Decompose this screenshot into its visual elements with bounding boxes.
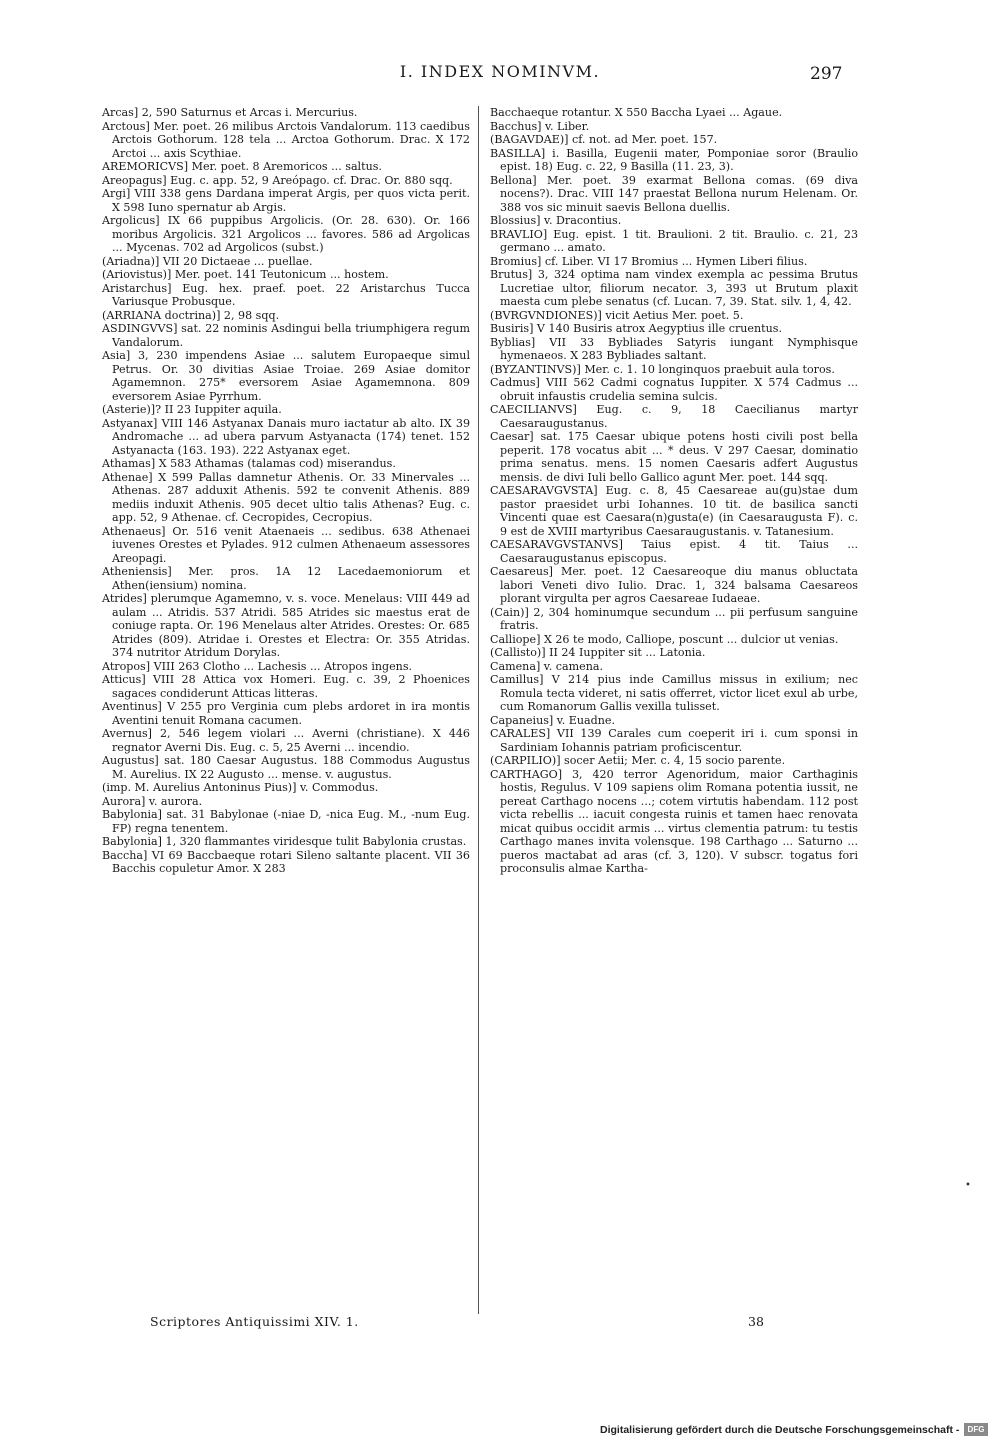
index-entry: CARALES] VII 139 Carales cum coeperit iri i. cum sponsi in Sardiniam Iohannis patriam proficiscentur. [490, 727, 858, 754]
index-entry: Byblias] VII 33 Bybliades Satyris iungant Nymphisque hymenaeos. X 283 Bybliades saltant. [490, 335, 858, 362]
index-entry: (BAGAVDAE)] cf. not. ad Mer. poet. 157. [490, 133, 718, 146]
index-entry: ASDINGVVS] sat. 22 nominis Asdingui bella triumphigera regum Vandalorum. [102, 322, 470, 349]
page-number: 297 [810, 64, 843, 84]
index-entry: Areopagus] Eug. c. app. 52, 9 Areópago. cf. Drac. Or. 880 sqq. [102, 173, 453, 187]
index-entry: Arctous] Mer. poet. 26 milibus Arctois Vandalorum. 113 caedibus Arctois Gothorum. 128 tela ... Arctoa Gothorum. Drac. X 172 Arctoi ... axis Scythiae. [102, 119, 470, 160]
index-entry: Athamas] X 583 Athamas (talamas cod) miserandus. [102, 457, 396, 470]
index-entry: Athenae] X 599 Pallas damnetur Athenis. Or. 33 Minervales ... Athenas. 287 adduxit Athenis. 592 te convenit Athenis. 889 mediis induxit Athenis. 905 decet ultio talis Athenas? Eug. c. app. 52, 9 Athenae. cf. Cecropides, Cecropius. [102, 470, 470, 524]
index-entry: Babylonia] 1, 320 flammantes viridesque tulit Babylonia crustas. [102, 835, 467, 848]
index-entry: Bellona] Mer. poet. 39 exarmat Bellona comas. (69 diva nocens?). Drac. VIII 147 praestat Bellona nurum Helenam. Or. 388 vos sic minuit saevis Bellona duellis. [490, 173, 858, 214]
index-entry: Cadmus] VIII 562 Cadmi cognatus Iuppiter. X 574 Cadmus ... obruit infaustis crudelia semina sulcis. [490, 376, 858, 403]
index-entry: AREMORICVS] Mer. poet. 8 Aremoricos ... saltus. [102, 160, 382, 173]
index-entry: (Ariovistus)] Mer. poet. 141 Teutonicum ... hostem. [102, 268, 389, 281]
index-entry: Athenaeus] Or. 516 venit Ataenaeis ... sedibus. 638 Athenaei iuvenes Orestes et Pylades. 912 culmen Athenaeum assessores Areopagi. [102, 524, 470, 565]
index-entry: Astyanax] VIII 146 Astyanax Danais muro iactatur ab alto. IX 39 Andromache ... ad ubera parvum Astyanacta (174) tenet. 152 Astyanacta (163. 193). 222 Astyanax eget. [102, 416, 470, 457]
index-entry: Babylonia] sat. 31 Babylonae (-niae D, -nica Eug. M., -num Eug. FP) regna tenentem. [102, 808, 470, 835]
footer-series: Scriptores Antiquissimi XIV. 1. [150, 1314, 359, 1329]
index-entry: Augustus] sat. 180 Caesar Augustus. 188 Commodus Augustus M. Aurelius. IX 22 Augusto ... mense. v. augustus. [102, 754, 470, 781]
index-entry: (Ariadna)] VII 20 Dictaeae ... puellae. [102, 254, 313, 268]
index-entry: BRAVLIO] Eug. epist. 1 tit. Braulioni. 2 tit. Braulio. c. 21, 23 germano ... amato. [490, 227, 858, 254]
index-entry: BASILLA] i. Basilla, Eugenii mater, Pomponiae soror (Braulio epist. 18) Eug. c. 22, 9 Basilla (11. 23, 3). [490, 146, 858, 173]
index-entry: CAESARAVGVSTANVS] Taius epist. 4 tit. Taius ... Caesaraugustanus episcopus. [490, 538, 858, 565]
index-column-right [490, 106, 858, 876]
index-entry: Baccha] VI 69 Baccbaeque rotari Sileno saltante placent. VII 36 Bacchis copuletur Amor. X 283 [102, 848, 470, 875]
index-entry: Camena] v. camena. [490, 659, 604, 673]
index-entry: (ARRIANA doctrina)] 2, 98 sqq. [102, 308, 280, 322]
funding-note: Digitalisierung gefördert durch die Deutsche Forschungsgemeinschaft - [600, 1424, 960, 1436]
index-entry: Avernus] 2, 546 legem violari ... Averni (christiane). X 446 regnator Averni Dis. Eug. c. 5, 25 Averni ... incendio. [102, 727, 470, 754]
index-entry: Calliope] X 26 te modo, Calliope, poscunt ... dulcior ut venias. [490, 632, 839, 646]
index-entry: Brutus] 3, 324 optima nam vindex exempla ac pessima Brutus Lucretiae ultor, filiorum necator. 3, 393 ut Brutum plaxit maesta cum plebe senatus (cf. Lucan. 7, 39. Stat. silv. 1, 4, 42. [490, 268, 858, 308]
index-entry: Capaneius] v. Euadne. [490, 713, 615, 727]
margin-mark: • [965, 1180, 971, 1191]
index-entry: (imp. M. Aurelius Antoninus Pius)] v. Commodus. [102, 781, 379, 794]
index-entry: Caesareus] Mer. poet. 12 Caesareoque diu manus obluctata labori Veneti divo Iulio. Drac. 1, 324 balsama Caesareos plorant virgulta per agros Caesareae Iudaeae. [490, 565, 858, 605]
index-entry: Camillus] V 214 pius inde Camillus missus in exilium; nec Romula tecta videret, ni satis offerret, victor licet exul ab urbe, cum Romanorum Gallis vexilla tulisset. [490, 673, 858, 713]
index-entry: Busiris] V 140 Busiris atrox Aegyptius ille cruentus. [490, 322, 782, 335]
index-entry: Argolicus] IX 66 puppibus Argolicis. (Or. 28. 630). Or. 166 moribus Argolicis. 321 Argolicos ... favores. 586 ad Argolicas ... Mycenas. 702 ad Argolicos (subst.) [102, 214, 470, 254]
index-entry: (Callisto)] II 24 Iuppiter sit ... Latonia. [490, 646, 706, 659]
index-entry: (BYZANTINVS)] Mer. c. 1. 10 longinquos praebuit aula toros. [490, 362, 835, 376]
footer-signature: 38 [748, 1314, 764, 1329]
column-divider [478, 106, 479, 1314]
index-entry: Atrides] plerumque Agamemno, v. s. voce. Menelaus: VIII 449 ad aulam ... Atridis. 537 Atridi. 585 Atrides sic maestus erat de coniuge rapta. Or. 196 Menelaus alter Atrides. Orestes: Or. 685 Atrides (809). Atridae i. Orestes et Electra: Or. 355 Atridas. 374 nutritor Atridum Dorylas. [102, 592, 470, 659]
index-entry: Bacchaeque rotantur. X 550 Baccha Lyaei ... Agaue. [490, 106, 783, 119]
index-entry: (BVRGVNDIONES)] vicit Aetius Mer. poet. 5. [490, 308, 744, 322]
index-entry: (Asterie)]? II 23 Iuppiter aquila. [102, 403, 282, 416]
index-entry: Asia] 3, 230 impendens Asiae ... salutem Europaeque simul Petrus. Or. 30 divitias Asiae Troiae. 269 Asiae domitor Agamemnon. 275* eversorem Asiae Agamemnona. 809 eversorem Asiae Pyrrhum. [102, 349, 470, 403]
index-entry: CAECILIANVS] Eug. c. 9, 18 Caecilianus martyr Caesaraugustanus. [490, 403, 858, 430]
index-entry: Aristarchus] Eug. hex. praef. poet. 22 Aristarchus Tucca Variusque Probusque. [102, 281, 470, 308]
page-title: I. INDEX NOMINVM. [399, 62, 601, 81]
index-entry: Arcas] 2, 590 Saturnus et Arcas i. Mercurius. [102, 106, 358, 119]
index-entry: Bacchus] v. Liber. [490, 119, 590, 133]
index-entry: Atropos] VIII 263 Clotho ... Lachesis ... Atropos ingens. [102, 659, 413, 673]
index-entry: (Cain)] 2, 304 hominumque secundum ... pii perfusum sanguine fratris. [490, 605, 858, 632]
index-entry: Bromius] cf. Liber. VI 17 Bromius ... Hymen Liberi filius. [490, 254, 808, 268]
index-entry: Caesar] sat. 175 Caesar ubique potens hosti civili post bella peperit. 178 vocatus abit ... * deus. V 297 Caesar, dominatio prima senatus. mens. 15 nomen Caesaris adfert Augustus mensis. de divi Iuli bello Gallico agunt Mer. poet. 144 sqq. [490, 430, 858, 484]
index-entry: Atheniensis] Mer. pros. 1A 12 Lacedaemoniorum et Athen(iensium) nomina. [102, 565, 470, 592]
index-column-left [102, 106, 470, 876]
dfg-logo-icon: DFG [964, 1423, 988, 1436]
index-entry: Atticus] VIII 28 Attica vox Homeri. Eug. c. 39, 2 Phoenices sagaces condiderunt Atticas litteras. [102, 673, 470, 700]
index-entry: CARTHAGO] 3, 420 terror Agenoridum, maior Carthaginis hostis, Regulus. V 109 sapiens olim Romana potentia iussit, ne pereat Carthago nocens ...; cotem virtutis habendam. 112 post victa rebellis ... iacuit congesta ruinis et tamen haec renovata micat quibus occidit armis ... virtus clementia patrum: tu testis Carthago manes invita volensque. 198 Carthago ... Saturno ... pueros mactabat ad aras (cf. 3, 120). V subscr. togatus fori proconsulis almae Kartha- [490, 767, 858, 875]
index-entry: CAESARAVGVSTA] Eug. c. 8, 45 Caesareae au(gu)stae dum pastor praesidet urbi Iohannes. 10 tit. de basilica sancti Vincenti quae est Caesara(n)gusta(e) (in Caesaraugusta F). c. 9 est de XVIII martyribus Caesaraugustanis. v. Tatanesium. [490, 484, 858, 538]
index-entry: Blossius] v. Dracontius. [490, 214, 622, 227]
index-entry: Aurora] v. aurora. [102, 794, 203, 808]
index-entry: Argi] VIII 338 gens Dardana imperat Argis, per quos victa perit. X 598 Iuno spernatur ab Argis. [102, 187, 470, 214]
index-entry: Aventinus] V 255 pro Verginia cum plebs ardoret in ira montis Aventini tenuit Romana cacumen. [102, 700, 470, 727]
index-entry: (CARPILIO)] socer Aetii; Mer. c. 4, 15 socio parente. [490, 754, 786, 767]
